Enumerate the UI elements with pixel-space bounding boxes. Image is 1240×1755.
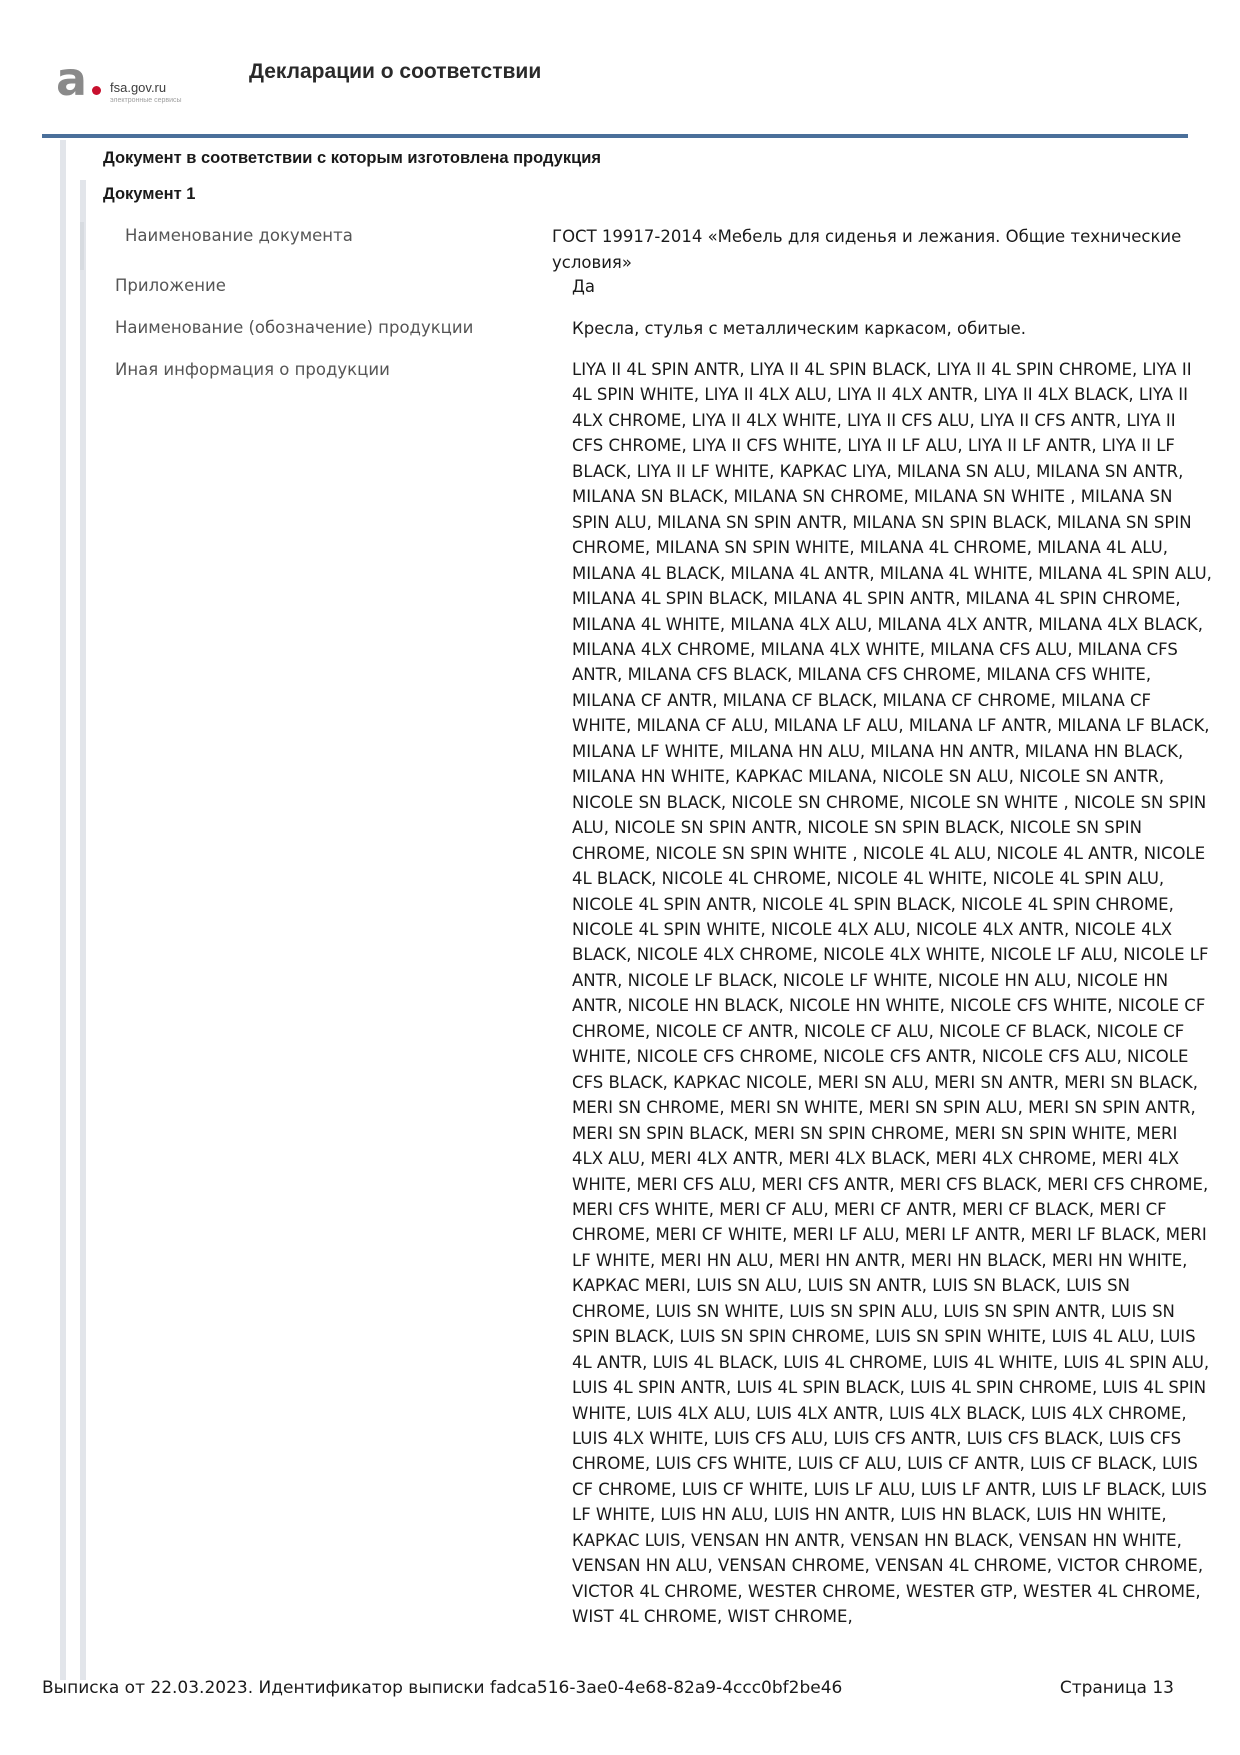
logo-dot-icon [92, 86, 101, 95]
header-divider [42, 134, 1188, 138]
product-name-value: Кресла, стулья с металлическим каркасом, обитые. [572, 319, 1027, 338]
section-title: Документ в соответствии с которым изготовлена продукция [103, 149, 602, 167]
footer-extract-id: Выписка от 22.03.2023. Идентификатор выписки fadca516-3ae0-4e68-82a9-4ccc0bf2be46 [42, 1678, 843, 1698]
other-info-label: Иная информация о продукции [115, 360, 390, 379]
appendix-label: Приложение [115, 276, 226, 295]
page-title: Декларации о соответствии [249, 60, 542, 83]
logo-site-name: fsa.gov.ru [110, 80, 167, 95]
fsa-logo [56, 52, 206, 112]
appendix-value: Да [572, 277, 596, 296]
document-indent-bar [80, 180, 86, 1680]
doc-name-label: Наименование документа [125, 226, 353, 245]
document-heading: Документ 1 [103, 185, 196, 203]
section-indent-bar [60, 140, 66, 1680]
other-info-value: LIYA II 4L SPIN ANTR, LIYA II 4L SPIN BLACK, LIYA II 4L SPIN CHROME, LIYA II 4L SPIN WHITE, LIYA II 4LX ALU, LIYA II 4LX ANTR, LIYA II 4LX BLACK, LIYA II 4LX CHROME, LIYA II 4LX WHITE, LIYA II CFS ALU, LIYA II CFS ANTR, LIYA II CFS CHROME, LIYA II CFS WHITE, LIYA II LF ALU, LIYA II LF ANTR, LIYA II LF BLACK, LIYA II LF WHITE, КАРКАС LIYA, MILANA SN ALU, MILANA SN ANTR, MILANA SN BLACK, MILANA SN CHROME, MILANA SN WHITE , MILANA SN SPIN ALU, MILANA SN SPIN ANTR, MILANA SN SPIN BLACK, MILANA SN SPIN CHROME, MILANA SN SPIN WHITE, MILANA 4L CHROME, MILANA 4L ALU, MILANA 4L BLACK, MILANA 4L ANTR, MILANA 4L WHITE, MILANA 4L SPIN ALU, MILANA 4L SPIN BLACK, MILANA 4L SPIN ANTR, MILANA 4L SPIN CHROME, MILANA 4L WHITE, MILANA 4LX ALU, MILANA 4LX ANTR, MILANA 4LX BLACK, MILANA 4LX CHROME, MILANA 4LX WHITE, MILANA CFS ALU, MILANA CFS ANTR, MILANA CFS BLACK, MILANA CFS CHROME, MILANA CFS WHITE, MILANA CF ANTR, MILANA CF BLACK, MILANA CF CHROME, MILANA CF WHITE, MILANA CF ALU, MILANA LF ALU, MILANA LF ANTR, MILANA LF BLACK, MILANA LF WHITE, MILANA HN ALU, MILANA HN ANTR, MILANA HN BLACK, MILANA HN WHITE, КАРКАС MILANA, NICOLE SN ALU, NICOLE SN ANTR, NICOLE SN BLACK, NICOLE SN CHROME, NICOLE SN WHITE , NICOLE SN SPIN ALU, NICOLE SN SPIN ANTR, NICOLE SN SPIN BLACK, NICOLE SN SPIN CHROME, NICOLE SN SPIN WHITE , NICOLE 4L ALU, NICOLE 4L ANTR, NICOLE 4L BLACK, NICOLE 4L CHROME, NICOLE 4L WHITE, NICOLE 4L SPIN ALU, NICOLE 4L SPIN ANTR, NICOLE 4L SPIN BLACK, NICOLE 4L SPIN CHROME, NICOLE 4L SPIN WHITE, NICOLE 4LX ALU, NICOLE 4LX ANTR, NICOLE 4LX BLACK, NICOLE 4LX CHROME, NICOLE 4LX WHITE, NICOLE LF ALU, NICOLE LF ANTR, NICOLE LF BLACK, NICOLE LF WHITE, NICOLE HN ALU, NICOLE HN ANTR, NICOLE HN BLACK, NICOLE HN WHITE, NICOLE CFS WHITE, NICOLE CF CHROME, NICOLE CF ANTR, NICOLE CF ALU, NICOLE CF BLACK, NICOLE CF WHITE, NICOLE CFS CHROME, NICOLE CFS ANTR, NICOLE CFS ALU, NICOLE CFS BLACK, КАРКАС NICOLE, MERI SN ALU, MERI SN ANTR, MERI SN BLACK, MERI SN CHROME, MERI SN WHITE, MERI SN SPIN ALU, MERI SN SPIN ANTR, MERI SN SPIN BLACK, MERI SN SPIN CHROME, MERI SN SPIN WHITE, MERI 4LX ALU, MERI 4LX ANTR, MERI 4LX BLACK, MERI 4LX CHROME, MERI 4LX WHITE, MERI CFS ALU, MERI CFS ANTR, MERI CFS BLACK, MERI CFS CHROME, MERI CFS WHITE, MERI CF ALU, MERI CF ANTR, MERI CF BLACK, MERI CF CHROME, MERI CF WHITE, MERI LF ALU, MERI LF ANTR, MERI LF BLACK, MERI LF WHITE, MERI HN ALU, MERI HN ANTR, MERI HN BLACK, MERI HN WHITE, КАРКАС MERI, LUIS SN ALU, LUIS SN ANTR, LUIS SN BLACK, LUIS SN CHROME, LUIS SN WHITE, LUIS SN SPIN ALU, LUIS SN SPIN ANTR, LUIS SN SPIN BLACK, LUIS SN SPIN CHROME, LUIS SN SPIN WHITE, LUIS 4L ALU, LUIS 4L ANTR, LUIS 4L BLACK, LUIS 4L CHROME, LUIS 4L WHITE, LUIS 4L SPIN ALU, LUIS 4L SPIN ANTR, LUIS 4L SPIN BLACK, LUIS 4L SPIN CHROME, LUIS 4L SPIN WHITE, LUIS 4LX ALU, LUIS 4LX ANTR, LUIS 4LX BLACK, LUIS 4LX CHROME, LUIS 4LX WHITE, LUIS CFS ALU, LUIS CFS ANTR, LUIS CFS BLACK, LUIS CFS CHROME, LUIS CFS WHITE, LUIS CF ALU, LUIS CF ANTR, LUIS CF BLACK, LUIS CF CHROME, LUIS CF WHITE, LUIS LF ALU, LUIS LF ANTR, LUIS LF BLACK, LUIS LF WHITE, LUIS HN ALU, LUIS HN ANTR, LUIS HN BLACK, LUIS HN WHITE, КАРКАС LUIS, VENSAN HN ANTR, VENSAN HN BLACK, VENSAN HN WHITE, VENSAN HN ALU, VENSAN CHROME, VENSAN 4L CHROME, VICTOR CHROME, VICTOR 4L CHROME, WESTER CHROME, WESTER GTP, WESTER 4L CHROME, WIST 4L CHROME, WIST CHROME, [572, 360, 1212, 1627]
doc-name-value: ГОСТ 19917-2014 «Мебель для сиденья и лежания. Общие технические условия» [552, 227, 1182, 272]
logo-subtitle: электронные сервисы [110, 97, 182, 104]
product-name-label: Наименование (обозначение) продукции [115, 318, 474, 337]
logo-a-glyph: a [56, 52, 88, 106]
field-indent-bar [80, 222, 84, 270]
footer-page-number: Страница 13 [1059, 1678, 1174, 1698]
